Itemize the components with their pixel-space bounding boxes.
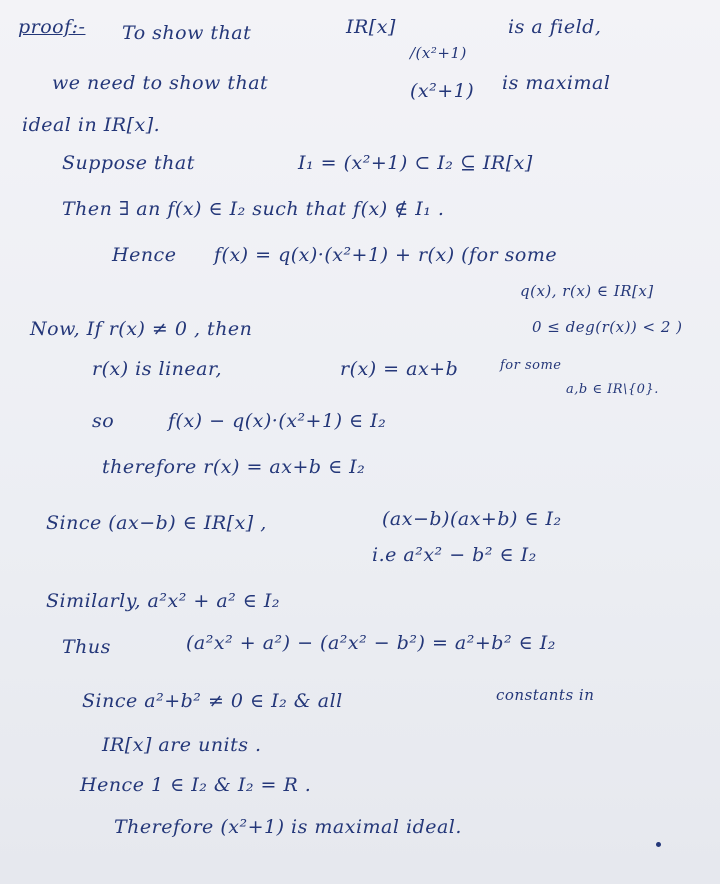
line-2-poly: (x²+1) bbox=[410, 80, 475, 102]
line-1-denominator: /(x²+1) bbox=[410, 44, 467, 62]
line-7: q(x), r(x) ∈ IR[x] bbox=[520, 282, 654, 300]
line-2-end: is maximal bbox=[502, 72, 611, 94]
line-17-since: Since a²+b² ≠ 0 ∈ I₂ & all bbox=[82, 690, 343, 712]
line-16-expr: (a²x² + a²) − (a²x² − b²) = a²+b² ∈ I₂ bbox=[186, 632, 556, 654]
line-1-ring: IR[x] bbox=[346, 16, 396, 38]
line-16-thus: Thus bbox=[62, 636, 111, 658]
line-6-formula: f(x) = q(x)·(x²+1) + r(x) (for some bbox=[214, 244, 558, 266]
line-4-math: I₁ = (x²+1) ⊂ I₂ ⊆ IR[x] bbox=[298, 152, 533, 174]
line-1-end: is a field, bbox=[508, 16, 602, 38]
line-2-text: we need to show that bbox=[52, 72, 269, 94]
line-8-now: Now, If r(x) ≠ 0 , then bbox=[30, 318, 253, 340]
line-11-expr: f(x) − q(x)·(x²+1) ∈ I₂ bbox=[168, 410, 387, 432]
proof-label: proof:- bbox=[18, 16, 86, 38]
line-9-linear: r(x) is linear, bbox=[92, 358, 223, 380]
line-8-degree: 0 ≤ deg(r(x)) < 2 ) bbox=[532, 318, 683, 336]
line-19: Hence 1 ∈ I₂ & I₂ = R . bbox=[80, 774, 312, 796]
line-5: Then ∃ an f(x) ∈ I₂ such that f(x) ∉ I₁ . bbox=[62, 198, 445, 220]
line-3: ideal in IR[x]. bbox=[22, 114, 161, 136]
line-1-text: To show that bbox=[122, 22, 252, 44]
line-6-hence: Hence bbox=[112, 244, 177, 266]
line-17-constants: constants in bbox=[496, 686, 595, 704]
line-14: i.e a²x² − b² ∈ I₂ bbox=[372, 544, 537, 566]
line-15: Similarly, a²x² + a² ∈ I₂ bbox=[46, 590, 281, 612]
line-9-for-some: for some bbox=[500, 358, 562, 373]
line-9-rx: r(x) = ax+b bbox=[340, 358, 459, 380]
end-dot bbox=[656, 842, 661, 847]
line-13-product: (ax−b)(ax+b) ∈ I₂ bbox=[382, 508, 562, 530]
line-18: IR[x] are units . bbox=[102, 734, 262, 756]
line-4-text: Suppose that bbox=[62, 152, 195, 174]
line-20: Therefore (x²+1) is maximal ideal. bbox=[114, 816, 462, 838]
line-13-since: Since (ax−b) ∈ IR[x] , bbox=[46, 512, 267, 534]
line-11-so: so bbox=[92, 410, 115, 432]
line-12: therefore r(x) = ax+b ∈ I₂ bbox=[102, 456, 366, 478]
line-10: a,b ∈ IR\{0}. bbox=[566, 382, 659, 397]
